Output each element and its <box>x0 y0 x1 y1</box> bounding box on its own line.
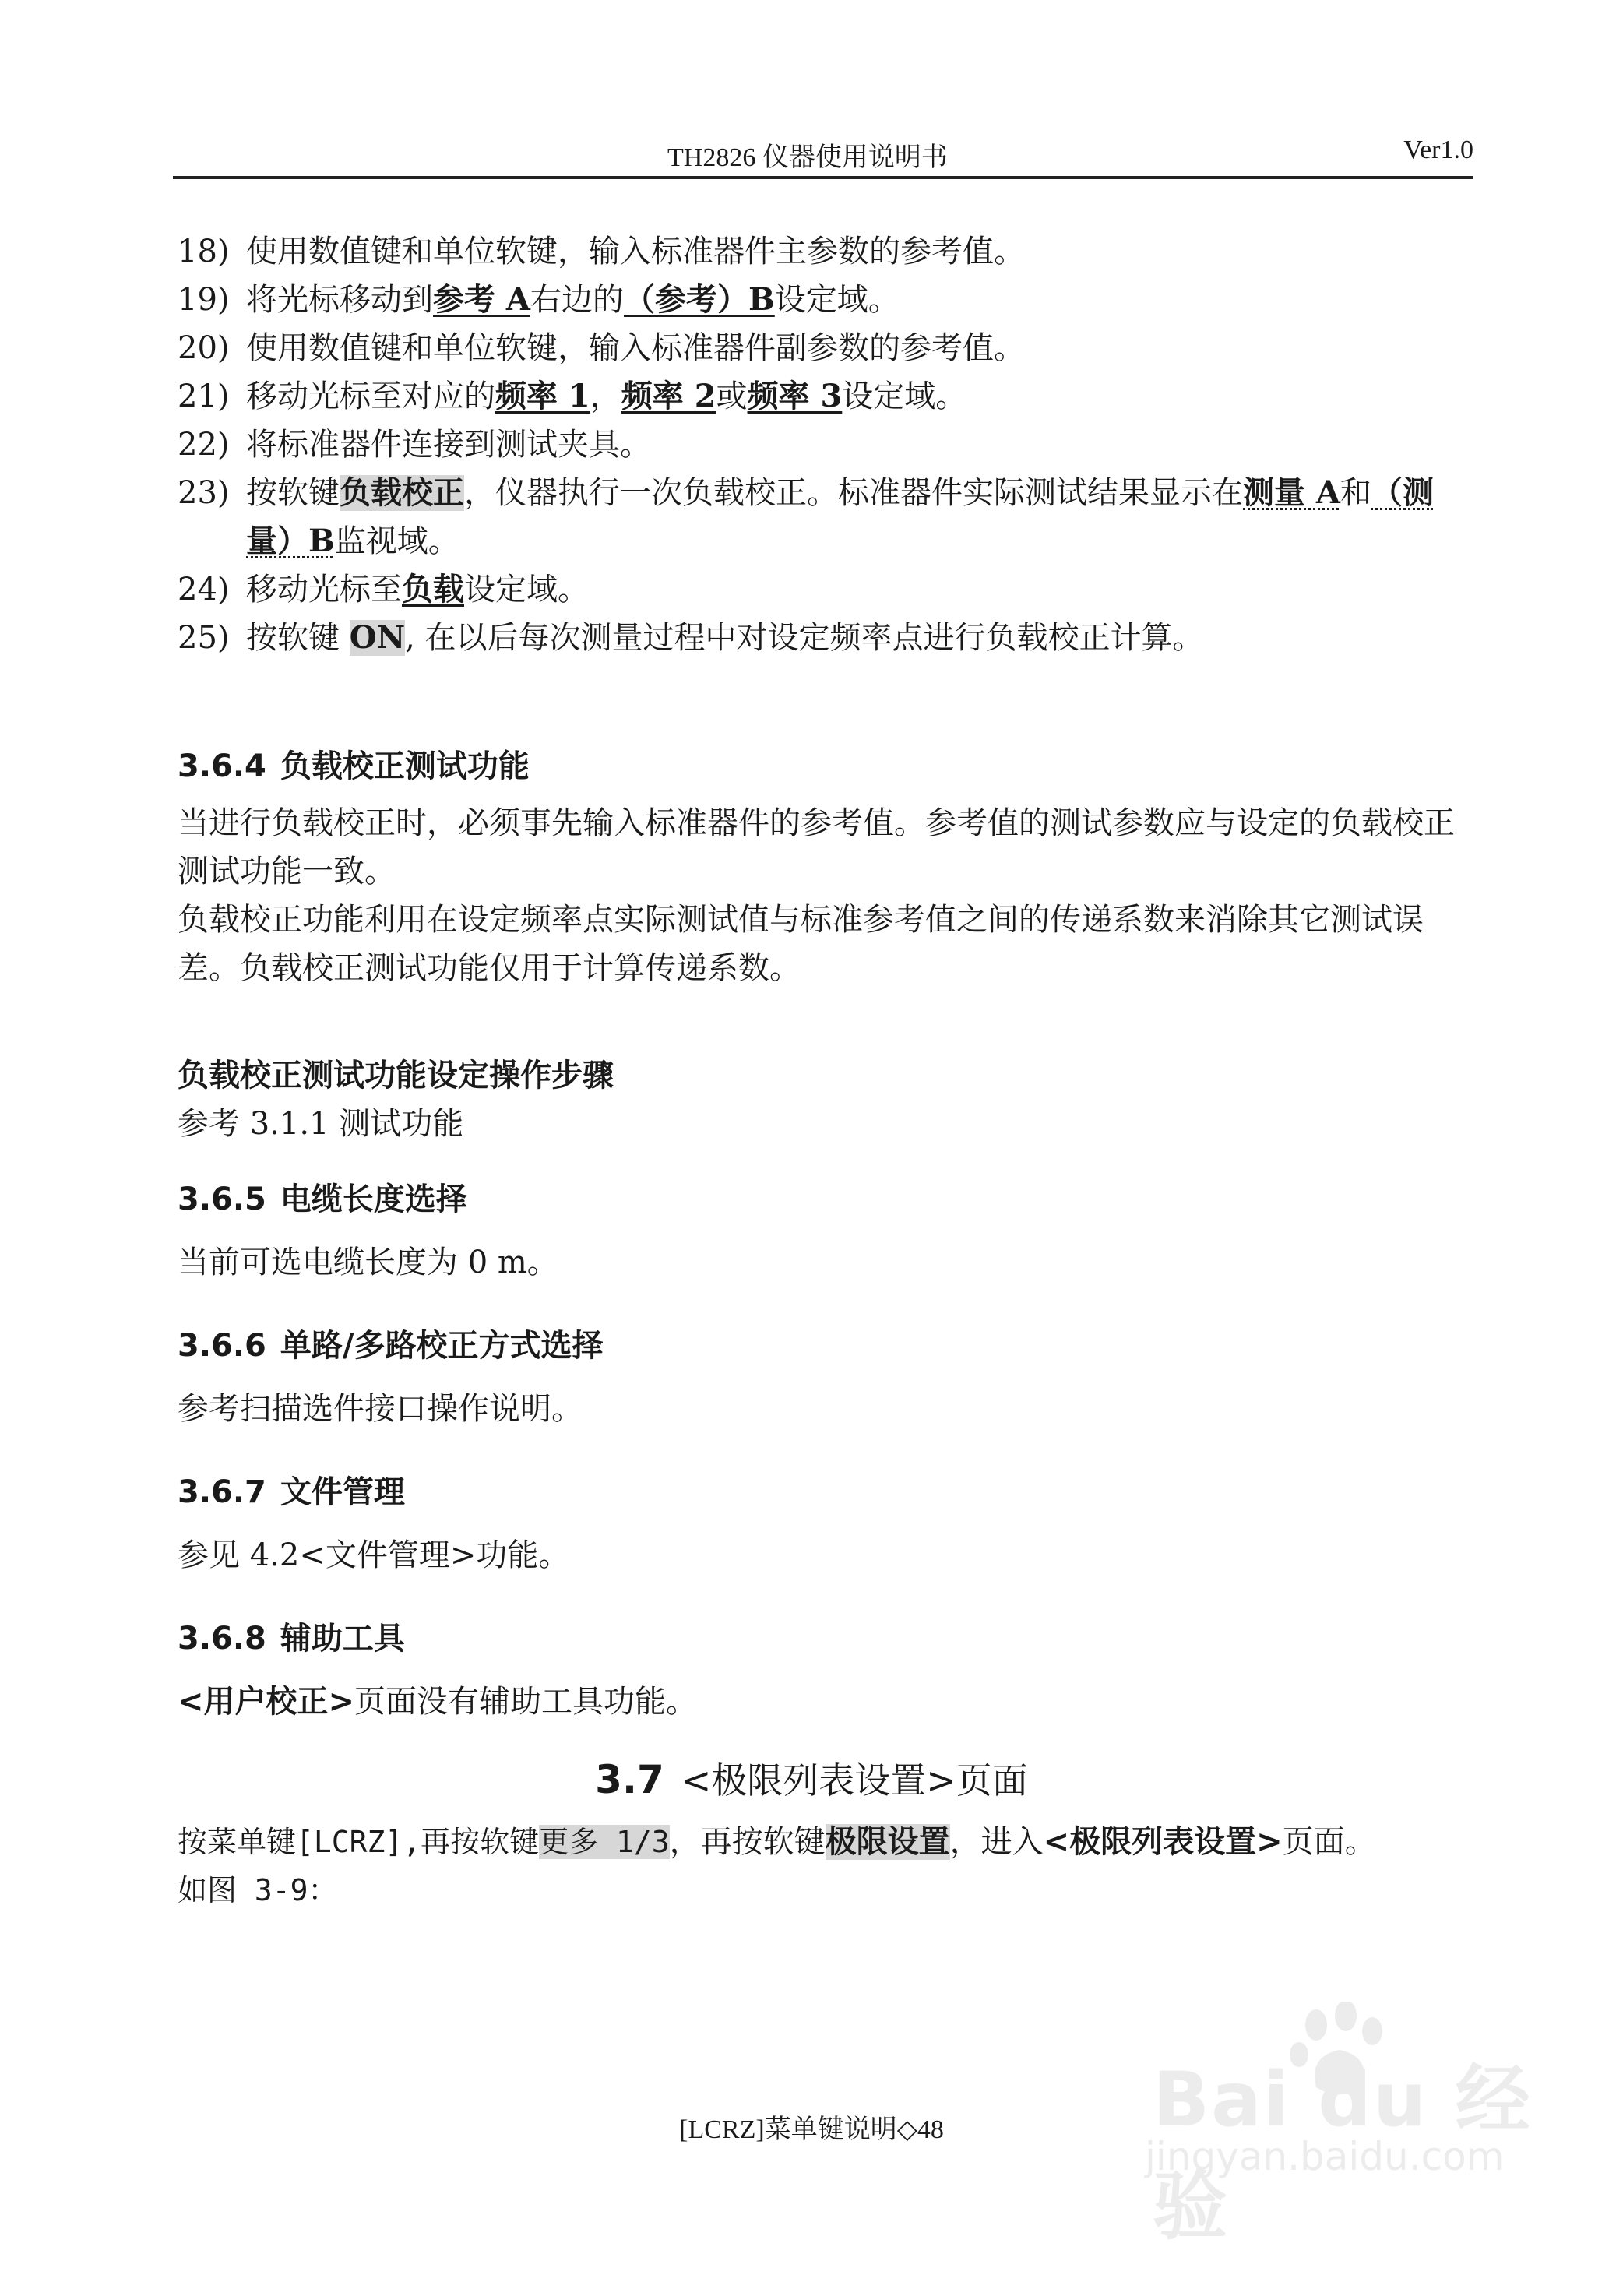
page-header <box>173 134 1473 179</box>
paragraph <box>178 1818 1463 1914</box>
step-item <box>178 565 1463 614</box>
paragraph-text: ，再按软键 <box>669 1824 826 1860</box>
step-text: 使用数值键和单位软键，输入标准器件副参数的参考值。 <box>246 330 1025 366</box>
step-text: 按软键 <box>246 475 340 511</box>
step-number: 23) <box>178 475 230 511</box>
step-text: 设定域。 <box>774 282 900 318</box>
paragraph-text: ，进入 <box>949 1824 1044 1860</box>
section-title: 电缆长度选择 <box>280 1181 467 1217</box>
paragraph <box>178 1678 1463 1726</box>
step-number: 21) <box>178 379 230 414</box>
section-title: 单路/多路校正方式选择 <box>280 1328 604 1364</box>
step-text: 监视域。 <box>334 523 459 559</box>
field-name: 频率 1 <box>495 378 590 414</box>
monitor-field-name: （测量）B <box>246 474 1434 559</box>
monitor-field-name: 测量 A <box>1243 474 1340 511</box>
paragraph: 参考扫描选件接口操作说明。 <box>178 1391 583 1427</box>
section-title: 负载校正测试功能 <box>280 748 530 784</box>
step-number: 20) <box>178 330 230 366</box>
step-item <box>178 276 1463 324</box>
paragraph: 参考 3.1.1 测试功能 <box>178 1106 464 1142</box>
section-number: 3.6.8 <box>178 1621 266 1657</box>
field-name: 参考 A <box>433 281 530 318</box>
step-text: ，仪器执行一次负载校正。标准器件实际测试结果显示在 <box>464 475 1243 511</box>
section-3-6-4-heading <box>178 741 530 786</box>
section-title: 辅助工具 <box>280 1621 405 1657</box>
step-text: 使用数值键和单位软键，输入标准器件主参数的参考值。 <box>246 234 1025 269</box>
section-number: 3.6.7 <box>178 1474 266 1510</box>
paragraph: 负载校正功能利用在设定频率点实际测试值与标准参考值之间的传递系数来消除其它测试误差。负载校正测试功能仅用于计算传递系数。 <box>178 902 1424 986</box>
paragraph-text: 按菜单键[LCRZ],再按软键 <box>178 1825 540 1859</box>
step-text: 按软键 <box>246 620 350 656</box>
step-text: 移动光标至对应的 <box>246 379 495 414</box>
step-text: 或 <box>716 379 748 414</box>
baidu-watermark-logo: Bai du 经验 <box>1153 2056 1532 2250</box>
step-number: 25) <box>178 620 230 656</box>
field-name: （参考）B <box>623 281 775 318</box>
paragraph-text: 页面。 <box>1282 1824 1376 1860</box>
step-text: 设定域。 <box>842 379 967 414</box>
softkey-label: 负载校正 <box>340 474 464 511</box>
step-item <box>178 614 1463 662</box>
paragraph: 当进行负载校正时，必须事先输入标准器件的参考值。参考值的测试参数应与设定的负载校正测试功能一致。 <box>178 805 1455 889</box>
step-number: 18) <box>178 234 230 269</box>
section-number: 3.6.4 <box>178 748 266 784</box>
paragraph: 参见 4.2<文件管理>功能。 <box>178 1537 570 1573</box>
step-item <box>178 421 1463 469</box>
step-text: 将标准器件连接到测试夹具。 <box>246 427 651 463</box>
step-item <box>178 469 1463 565</box>
paragraph-text: 页面没有辅助工具功能。 <box>354 1684 698 1720</box>
page-name: <极限列表设置> <box>1043 1824 1283 1860</box>
figure-reference: 如图 3-9： <box>178 1873 338 1907</box>
field-name: 频率 3 <box>747 378 843 414</box>
step-number: 19) <box>178 282 230 318</box>
step-item <box>178 372 1463 421</box>
subheading: 负载校正测试功能设定操作步骤 <box>178 1058 614 1093</box>
step-text: , 在以后每次测量过程中对设定频率点进行负载校正计算。 <box>405 620 1204 656</box>
softkey-limit-setup: 极限设置 <box>825 1824 950 1860</box>
step-number: 24) <box>178 572 230 607</box>
step-text: 右边的 <box>530 282 624 318</box>
section-3-6-5-heading <box>178 1174 467 1219</box>
procedure-steps <box>178 227 1463 662</box>
step-text: 将光标移动到 <box>246 282 433 318</box>
step-item <box>178 227 1463 276</box>
paragraph: 当前可选电缆长度为 0 m。 <box>178 1245 558 1280</box>
section-3-6-7-heading <box>178 1467 405 1512</box>
step-text: ， <box>590 379 621 414</box>
section-number: 3.6.6 <box>178 1328 266 1364</box>
step-text: 设定域。 <box>464 572 589 607</box>
header-title: TH2826 仪器使用说明书 <box>667 143 948 172</box>
step-text: 移动光标至 <box>246 572 402 607</box>
field-name: 负载 <box>402 571 464 607</box>
step-text: 和 <box>1340 475 1371 511</box>
section-title: 文件管理 <box>280 1474 405 1510</box>
step-number: 22) <box>178 427 230 463</box>
baidu-watermark-url: jingyan.baidu.com <box>1145 2134 1505 2179</box>
section-title: <极限列表设置>页面 <box>681 1759 1028 1801</box>
page-footer: [LCRZ]菜单键说明◇48 <box>679 2115 944 2144</box>
section-3-6-6-heading <box>178 1321 604 1365</box>
field-name: 频率 2 <box>621 378 716 414</box>
page-name: <用户校正> <box>178 1684 355 1720</box>
section-3-7-heading <box>0 1752 1623 1804</box>
section-3-6-8-heading <box>178 1614 405 1658</box>
softkey-more: 更多 1/3 <box>539 1825 670 1859</box>
section-number: 3.6.5 <box>178 1181 266 1217</box>
step-item <box>178 324 1463 372</box>
header-version: Ver1.0 <box>1403 136 1473 164</box>
section-number: 3.7 <box>595 1757 664 1802</box>
softkey-label: ON <box>349 619 406 656</box>
